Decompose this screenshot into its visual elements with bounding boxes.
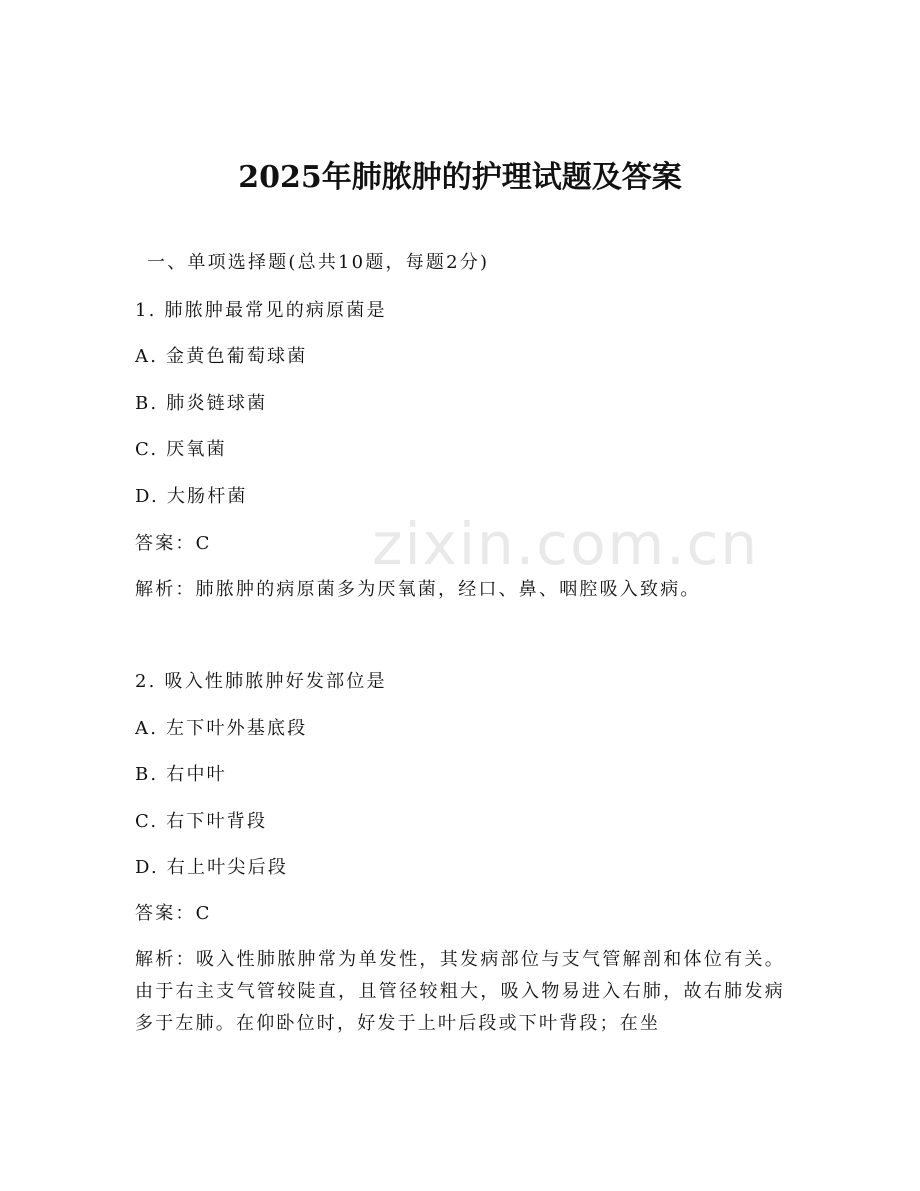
question-1-option-d: D. 大肠杆菌 [135, 486, 248, 507]
question-2-option-d: D. 右上叶尖后段 [135, 857, 289, 878]
question-1-option-b: B. 肺炎链球菌 [135, 393, 268, 414]
question-2-answer: 答案：C [135, 903, 212, 924]
question-2-stem: 2. 吸入性肺脓肿好发部位是 [135, 671, 387, 692]
question-1-answer: 答案：C [135, 533, 212, 554]
watermark: zixin.com.cn [372, 510, 760, 578]
question-1-option-c: C. 厌氧菌 [135, 439, 227, 460]
section-heading: 一、单项选择题(总共10题，每题2分) [147, 252, 490, 273]
question-1-analysis: 解析：肺脓肿的病原菌多为厌氧菌，经口、鼻、咽腔吸入致病。 [135, 579, 701, 600]
page-title: 2025年肺脓肿的护理试题及答案 [238, 160, 682, 195]
question-2-option-a: A. 左下叶外基底段 [135, 718, 308, 739]
question-1-option-a: A. 金黄色葡萄球菌 [135, 346, 308, 367]
question-2-analysis: 解析：吸入性肺脓肿常为单发性，其发病部位与支气管解剖和体位有关。由于右主支气管较陡直，且管径较粗大，吸入物易进入右肺，故右肺发病多于左肺。在仰卧位时，好发于上叶后段或下叶背段；在坐 [135, 949, 785, 1034]
question-2-option-c: C. 右下叶背段 [135, 811, 268, 832]
question-2-option-b: B. 右中叶 [135, 764, 227, 785]
question-1-stem: 1. 肺脓肿最常见的病原菌是 [135, 300, 387, 321]
